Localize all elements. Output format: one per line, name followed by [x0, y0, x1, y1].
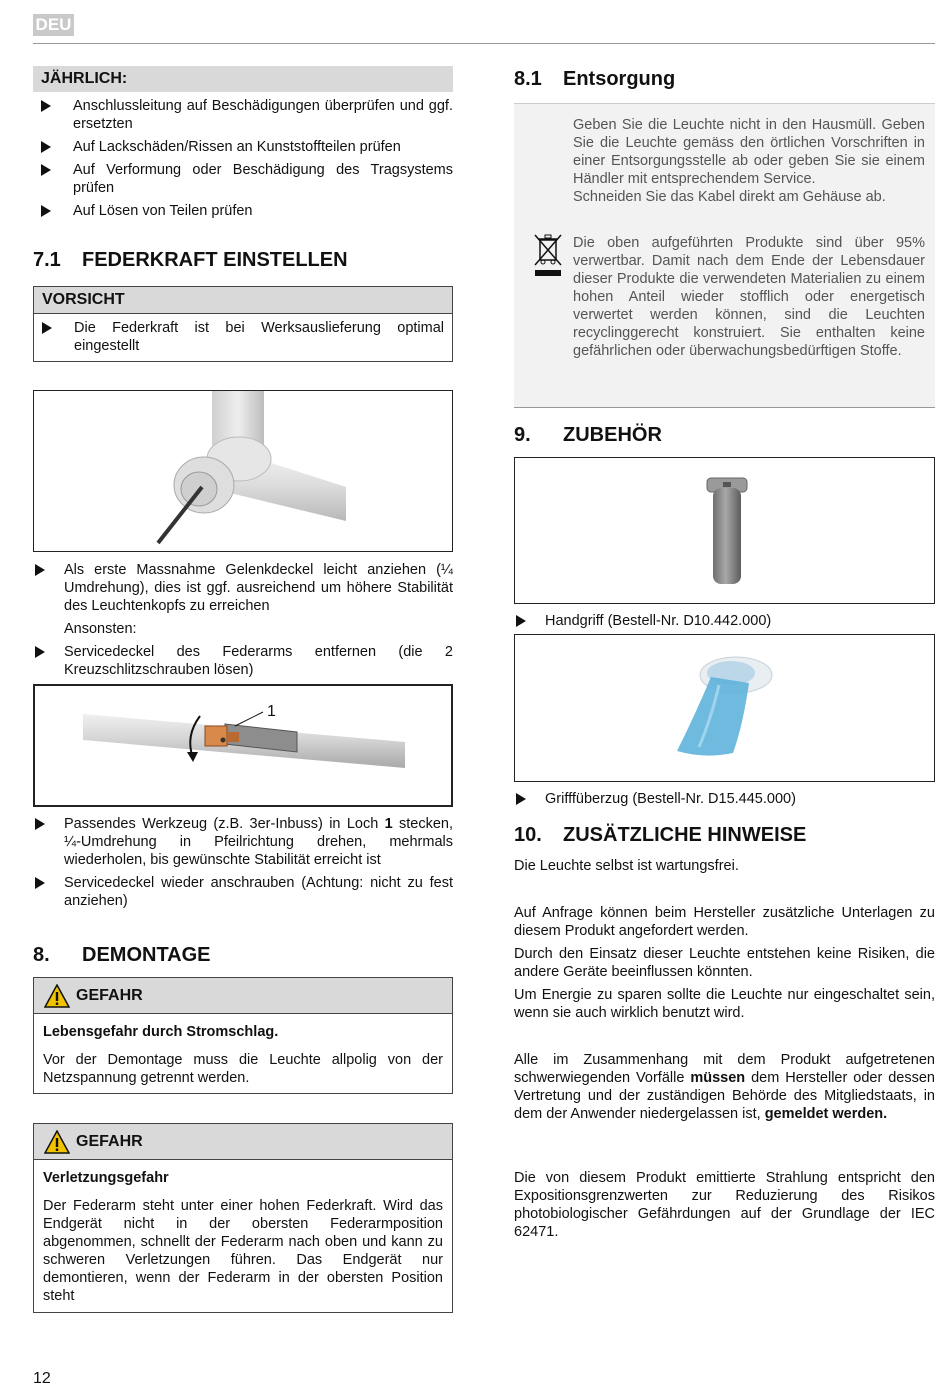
- weee-crossed-bin-icon: [532, 232, 564, 280]
- list-item: Handgriff (Bestell-Nr. D10.442.000): [514, 612, 935, 630]
- notes-para-1: Die Leuchte selbst ist wartungsfrei.: [514, 858, 739, 874]
- danger-title: GEFAHR: [76, 1132, 143, 1150]
- otherwise-label: Ansonsten:: [64, 621, 137, 637]
- steps-list-3: [33, 815, 453, 915]
- notes-para-3: Durch den Einsatz dieser Leuchte entstehen keine Risiken, die andere Geräte beeinflussen könnten.: [514, 946, 935, 980]
- figure-handle-cover: [514, 634, 935, 782]
- list-item: Als erste Massnahme Gelenkdeckel leicht anziehen (¼ Umdrehung), dies ist ggf. ausreichend um höhere Stabilität des Leuchtenkopfs zu erreichen: [33, 561, 453, 615]
- list-item: Auf Lackschäden/Rissen an Kunststoffteilen prüfen: [33, 138, 453, 156]
- accessory-list-1: [514, 612, 935, 635]
- caution-box: [33, 286, 453, 362]
- danger-text: Vor der Demontage muss die Leuchte allpolig von der Netzspannung getrennt werden.: [43, 1052, 443, 1086]
- section-9-heading: 9. ZUBEHÖR: [514, 424, 662, 446]
- danger-header: [34, 978, 452, 1014]
- danger-subtitle: Lebensgefahr durch Stromschlag.: [43, 1024, 279, 1040]
- danger-header: [34, 1124, 452, 1160]
- steps-list-2: [33, 643, 453, 684]
- handle-cover-illustration: [515, 635, 934, 781]
- yearly-heading: JÄHRLICH:: [33, 66, 453, 92]
- disposal-para-1: Geben Sie die Leuchte nicht in den Hausmüll. Geben Sie die Leuchte gemäss den örtlichen Vorschriften in einer Entsorgungsstelle ab oder geben Sie sie einem Händler mit entsprechendem Service.: [573, 117, 925, 187]
- notes-para-2: Auf Anfrage können beim Hersteller zusätzliche Unterlagen zu diesem Produkt angefordert werden.: [514, 905, 935, 939]
- yearly-list: [33, 97, 453, 220]
- figure-callout-label: 1: [267, 703, 276, 720]
- notes-para-4: Um Energie zu sparen sollte die Leuchte nur eingeschaltet sein, wenn sie auch wirklich benutzt wird.: [514, 987, 935, 1021]
- joint-illustration: [34, 391, 452, 551]
- list-item: Auf Verformung oder Beschädigung des Tragsystems prüfen: [33, 161, 453, 197]
- danger-subtitle: Verletzungsgefahr: [43, 1170, 169, 1186]
- disposal-para-3: Die oben aufgeführten Produkte sind über 95% verwertbar. Damit nach dem Ende der Lebensdauer dieser Produkte die verwendeten Materialien zu einem hohen Anteil wieder stofflich oder energetisch verwertet werden können, sind die Leuchten recyclinggerecht konstruiert. Sie enthalten keine gefährlichen oder überwachungsbedürftigen Stoffe.: [573, 235, 925, 359]
- list-item: Servicedeckel wieder anschrauben (Achtung: nicht zu fest anziehen): [33, 874, 453, 910]
- bullet-triangle-icon: [42, 322, 52, 334]
- yearly-section: [33, 66, 453, 225]
- caution-title: VORSICHT: [34, 287, 452, 314]
- figure-handle: [514, 457, 935, 604]
- bullet-triangle-icon: [35, 564, 45, 576]
- accessory-list-2: [514, 790, 935, 813]
- section-7-1-heading: 7.1 FEDERKRAFT EINSTELLEN: [33, 249, 348, 271]
- bullet-triangle-icon: [35, 818, 45, 830]
- section-10-heading: 10. ZUSÄTZLICHE HINWEISE: [514, 824, 807, 846]
- bullet-triangle-icon: [41, 205, 51, 217]
- language-badge: DEU: [33, 14, 74, 36]
- figure-spring-arm: [33, 684, 453, 807]
- disposal-para-2: Schneiden Sie das Kabel direkt am Gehäuse ab.: [573, 189, 886, 205]
- danger-box-electric: [33, 977, 453, 1094]
- notes-para-5: Alle im Zusammenhang mit dem Produkt aufgetretenen schwerwiegenden Vorfälle müssen dem Hersteller oder dessen Vertretung und der zuständigen Behörde des Mitgliedstaats, in dem der Anwender niedergelassen ist, gemeldet werden.: [514, 1052, 935, 1122]
- danger-title: GEFAHR: [76, 986, 143, 1004]
- page-number: 12: [33, 1370, 51, 1386]
- steps-list-1: [33, 561, 453, 620]
- notes-para-6: Die von diesem Produkt emittierte Strahlung entspricht den Expositionsgrenzwerten zur Reduzierung des Risikos photobiologischer Gefährdungen auf der Grundlage der IEC 62471.: [514, 1170, 935, 1240]
- disposal-box: [514, 103, 935, 408]
- warning-triangle-icon: [44, 984, 70, 1008]
- section-8-heading: 8. DEMONTAGE: [33, 944, 211, 966]
- list-item: Auf Lösen von Teilen prüfen: [33, 202, 453, 220]
- bullet-triangle-icon: [516, 615, 526, 627]
- section-8-1-heading: 8.1 Entsorgung: [514, 68, 676, 90]
- list-item: Servicedeckel des Federarms entfernen (die 2 Kreuzschlitzschrauben lösen): [33, 643, 453, 679]
- list-item: Die Federkraft ist bei Werksauslieferung optimal eingestellt: [34, 319, 444, 355]
- figure-joint-adjustment: [33, 390, 453, 552]
- spring-arm-illustration: [35, 686, 451, 805]
- danger-text: Der Federarm steht unter einer hohen Federkraft. Wird das Endgerät nicht in der obersten Federarmposition abgenommen, schnellt der Federarm nach oben und kann zu schweren Verletzungen führen. Das Endgerät nur demontieren, wenn der Federarm in der obersten Position steht: [43, 1198, 443, 1304]
- bullet-triangle-icon: [41, 141, 51, 153]
- bullet-triangle-icon: [35, 877, 45, 889]
- list-item: Passendes Werkzeug (z.B. 3er-Inbuss) in Loch 1 stecken, ¼-Umdrehung in Pfeilrichtung drehen, mehrmals wiederholen, bis gewünschte Stabilität erreicht ist: [33, 815, 453, 869]
- bullet-triangle-icon: [41, 100, 51, 112]
- bullet-triangle-icon: [35, 646, 45, 658]
- bullet-triangle-icon: [41, 164, 51, 176]
- warning-triangle-icon: [44, 1130, 70, 1154]
- danger-box-injury: [33, 1123, 453, 1313]
- list-item: Grifffüberzug (Bestell-Nr. D15.445.000): [514, 790, 935, 808]
- bullet-triangle-icon: [516, 793, 526, 805]
- handle-illustration: [515, 458, 934, 603]
- header-rule: [33, 43, 935, 44]
- list-item: Anschlussleitung auf Beschädigungen überprüfen und ggf. ersetzten: [33, 97, 453, 133]
